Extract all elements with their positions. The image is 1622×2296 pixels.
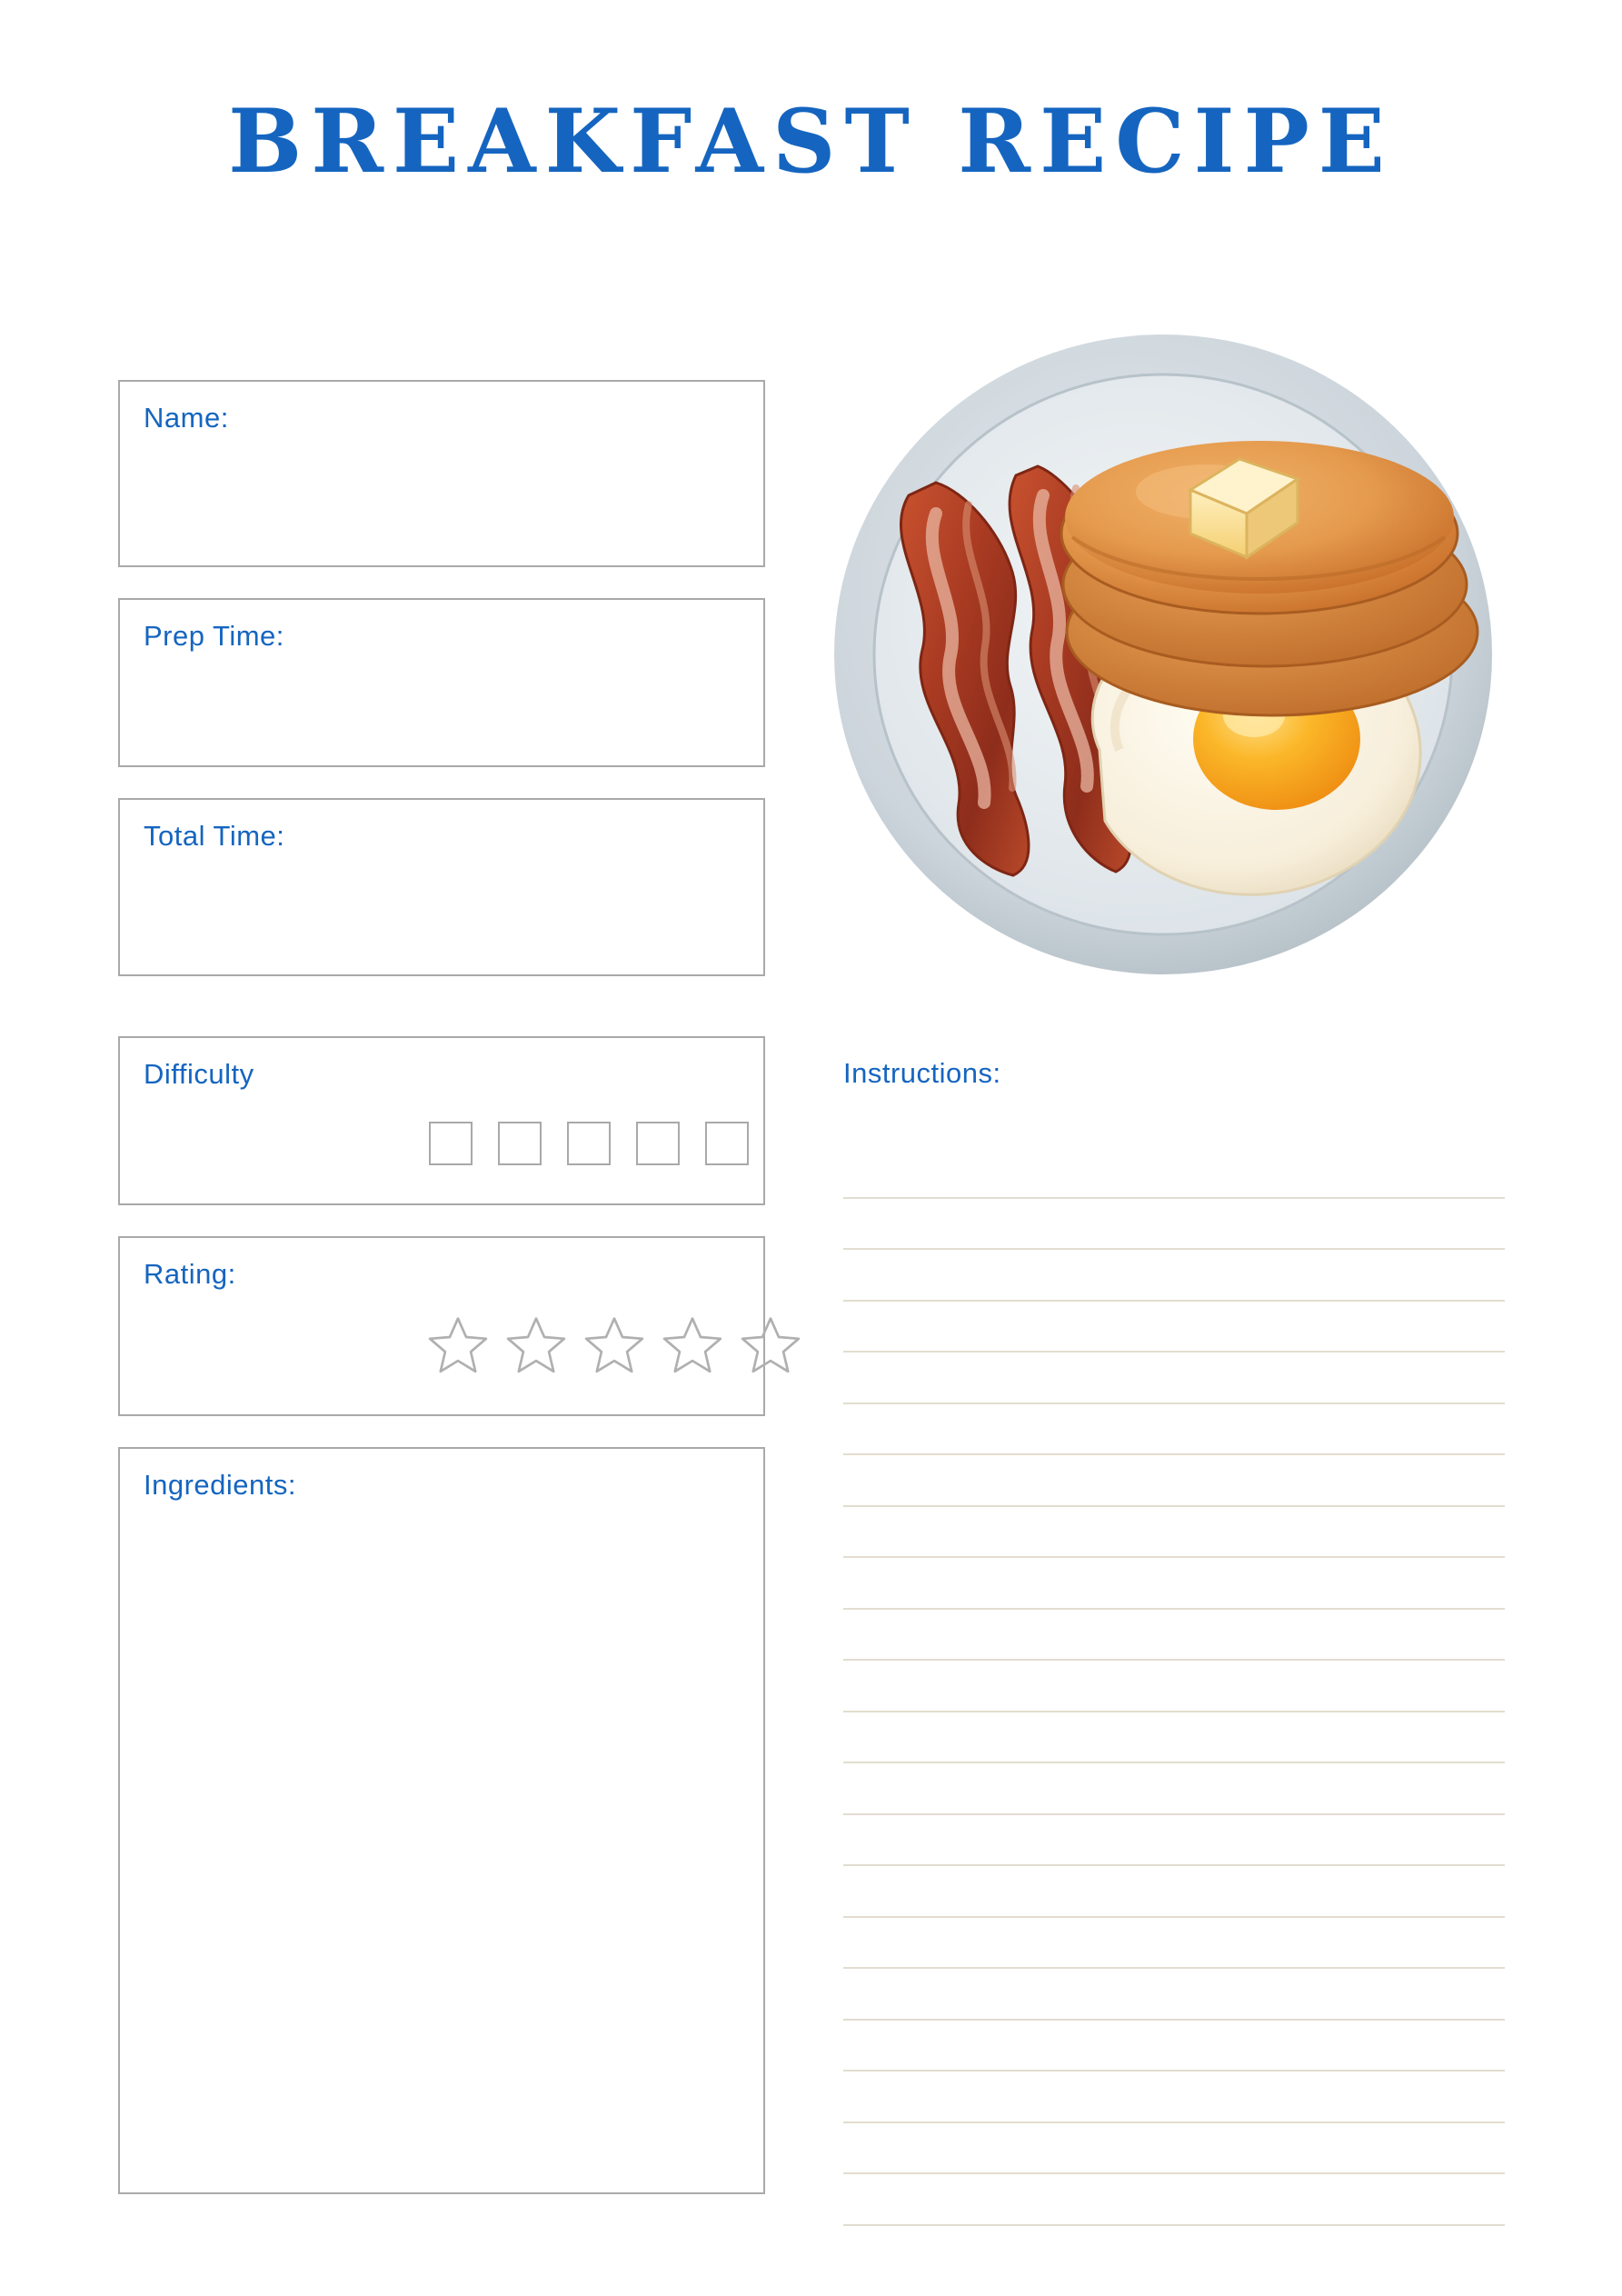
field-prep-time-label: Prep Time: [144,620,284,652]
ruled-line [843,1969,1505,2021]
ruled-line [843,1558,1505,1610]
field-prep-time[interactable] [118,598,765,767]
ruled-line [843,1455,1505,1507]
instructions-label: Instructions: [843,1057,1001,1089]
star-icon-1[interactable] [425,1313,491,1378]
star-icon-3[interactable] [582,1313,647,1378]
difficulty-checkbox-3[interactable] [567,1122,611,1165]
ruled-line [843,1918,1505,1970]
rating-star-row [425,1313,803,1378]
ruled-line [843,1815,1505,1867]
field-rating [118,1236,765,1416]
difficulty-checkbox-1[interactable] [429,1122,473,1165]
field-name-label: Name: [144,402,229,434]
ruled-line [843,2123,1505,2175]
difficulty-checkbox-2[interactable] [498,1122,542,1165]
star-icon-5[interactable] [738,1313,803,1378]
field-rating-label: Rating: [144,1258,236,1290]
page-title: BREAKFAST RECIPE [228,90,1394,193]
difficulty-checkbox-row [429,1122,749,1165]
ruled-line [843,1302,1505,1353]
ruled-line [843,1610,1505,1662]
field-ingredients-label: Ingredients: [144,1469,296,1501]
star-icon-2[interactable] [503,1313,569,1378]
ruled-line [843,2174,1505,2226]
ruled-line [843,1507,1505,1559]
instructions-writing-area[interactable] [843,1147,1505,2226]
ruled-line [843,1199,1505,1251]
field-total-time[interactable] [118,798,765,976]
star-icon-4[interactable] [660,1313,725,1378]
field-total-time-label: Total Time: [144,820,285,852]
ruled-line [843,1353,1505,1404]
field-ingredients[interactable] [118,1447,765,2194]
difficulty-checkbox-5[interactable] [705,1122,749,1165]
ruled-line [843,1712,1505,1764]
field-name[interactable] [118,380,765,567]
field-difficulty-label: Difficulty [144,1058,254,1090]
ruled-line [843,2071,1505,2123]
field-difficulty [118,1036,765,1205]
ruled-line [843,2021,1505,2072]
ruled-line [843,1404,1505,1456]
ruled-line [843,1661,1505,1712]
ruled-line [843,1866,1505,1918]
breakfast-plate-illustration [800,323,1527,986]
ruled-line [843,1250,1505,1302]
ruled-line [843,1147,1505,1199]
difficulty-checkbox-4[interactable] [636,1122,680,1165]
ruled-line [843,1763,1505,1815]
